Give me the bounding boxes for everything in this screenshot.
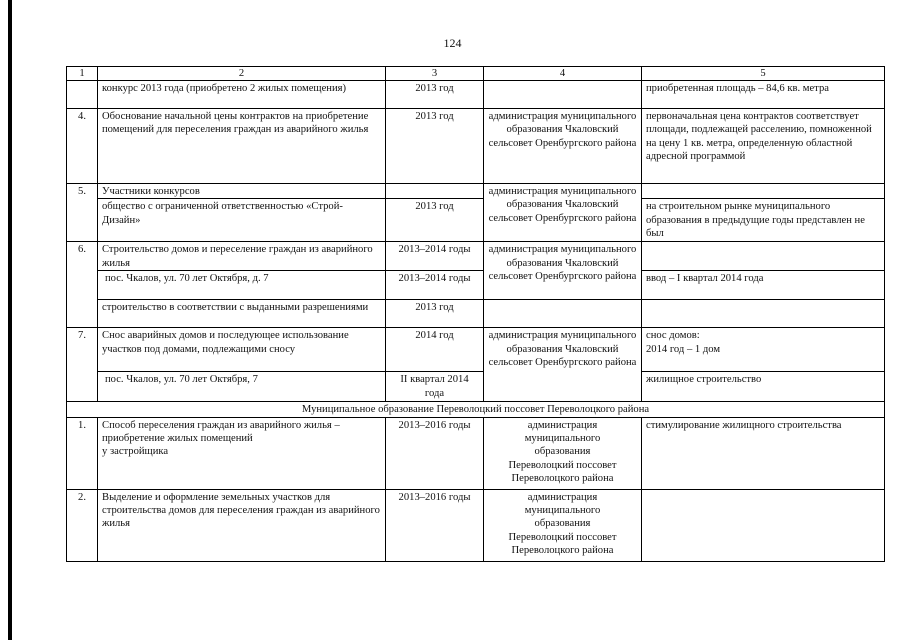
row-period: 2013–2016 годы	[386, 417, 484, 489]
row-result: снос домов: 2014 год – 1 дом	[642, 328, 885, 372]
table-row	[67, 109, 885, 184]
row-description: конкурс 2013 года (приобретено 2 жилых помещения)	[98, 81, 386, 109]
table-row	[67, 199, 885, 242]
row-number: 1.	[67, 417, 98, 489]
row-result: стимулирование жилищного строительства	[642, 417, 885, 489]
column-header: 2	[98, 67, 386, 81]
row-number	[67, 81, 98, 109]
row-executor: администрация муниципального образования Чкаловский сельсовет Оренбургского района	[484, 328, 642, 402]
row-period: 2013–2014 годы	[386, 271, 484, 300]
row-period: II квартал 2014 года	[386, 372, 484, 402]
column-header: 1	[67, 67, 98, 81]
row-description: Выделение и оформление земельных участков для строительства домов для переселения граждан из аварийного жилья	[98, 489, 386, 561]
row-description: Снос аварийных домов и последующее использование участков под домами, подлежащими сносу	[98, 328, 386, 372]
row-result	[642, 300, 885, 328]
row-description: Обоснование начальной цены контрактов на приобретение помещений для переселения граждан из аварийного жилья	[98, 109, 386, 184]
column-header: 4	[484, 67, 642, 81]
document-table	[66, 66, 885, 562]
row-executor: администрация муниципального образования Чкаловский сельсовет Оренбургского района	[484, 242, 642, 300]
page-number: 124	[443, 36, 462, 50]
row-period: 2014 год	[386, 328, 484, 372]
table-row	[67, 300, 885, 328]
section-title: Муниципальное образование Переволоцкий поссовет Переволоцкого района	[67, 402, 885, 417]
table-row	[67, 184, 885, 199]
table-row	[67, 417, 885, 489]
row-description: пос. Чкалов, ул. 70 лет Октября, 7	[98, 372, 386, 402]
table-row	[67, 372, 885, 402]
row-result	[642, 242, 885, 271]
row-period: 2013 год	[386, 109, 484, 184]
table-row	[67, 242, 885, 271]
row-period: 2013 год	[386, 81, 484, 109]
row-description: общество с ограниченной ответственностью «Строй-Дизайн»	[98, 199, 386, 242]
column-header: 3	[386, 67, 484, 81]
column-header: 5	[642, 67, 885, 81]
row-result	[642, 489, 885, 561]
row-description: строительство в соответствии с выданными разрешениями	[98, 300, 386, 328]
table-row	[67, 489, 885, 561]
row-executor	[484, 300, 642, 328]
row-number: 2.	[67, 489, 98, 561]
row-description: Участники конкурсов	[98, 184, 386, 199]
row-number: 7.	[67, 328, 98, 402]
row-executor: администрация муниципального образования Переволоцкий поссовет Переволоцкого района	[484, 489, 642, 561]
row-result: первоначальная цена контрактов соответствует площади, подлежащей расселению, помноженной на цену 1 кв. метра, определенную областной адресной программой	[642, 109, 885, 184]
row-period: 2013–2014 годы	[386, 242, 484, 271]
row-executor	[484, 81, 642, 109]
row-result: приобретенная площадь – 84,6 кв. метра	[642, 81, 885, 109]
row-result: жилищное строительство	[642, 372, 885, 402]
row-number: 5.	[67, 184, 98, 242]
row-description: Строительство домов и переселение граждан из аварийного жилья	[98, 242, 386, 271]
table-header-row	[67, 67, 885, 81]
row-number: 6.	[67, 242, 98, 328]
row-period	[386, 184, 484, 199]
row-period: 2013 год	[386, 199, 484, 242]
row-result: на строительном рынке муниципального образования в предыдущие годы представлен не был	[642, 199, 885, 242]
row-period: 2013 год	[386, 300, 484, 328]
table-row	[67, 271, 885, 300]
binding-edge	[8, 0, 12, 640]
table-row	[67, 328, 885, 372]
row-result: ввод – I квартал 2014 года	[642, 271, 885, 300]
table-row	[67, 81, 885, 109]
row-description: Способ переселения граждан из аварийного жилья – приобретение жилых помещений у застройщика	[98, 417, 386, 489]
row-period: 2013–2016 годы	[386, 489, 484, 561]
row-executor: администрация муниципального образования Переволоцкий поссовет Переволоцкого района	[484, 417, 642, 489]
row-description: пос. Чкалов, ул. 70 лет Октября, д. 7	[98, 271, 386, 300]
section-row	[67, 402, 885, 417]
row-executor: администрация муниципального образования Чкаловский сельсовет Оренбургского района	[484, 184, 642, 242]
row-number: 4.	[67, 109, 98, 184]
row-executor: администрация муниципального образования Чкаловский сельсовет Оренбургского района	[484, 109, 642, 184]
row-result	[642, 184, 885, 199]
